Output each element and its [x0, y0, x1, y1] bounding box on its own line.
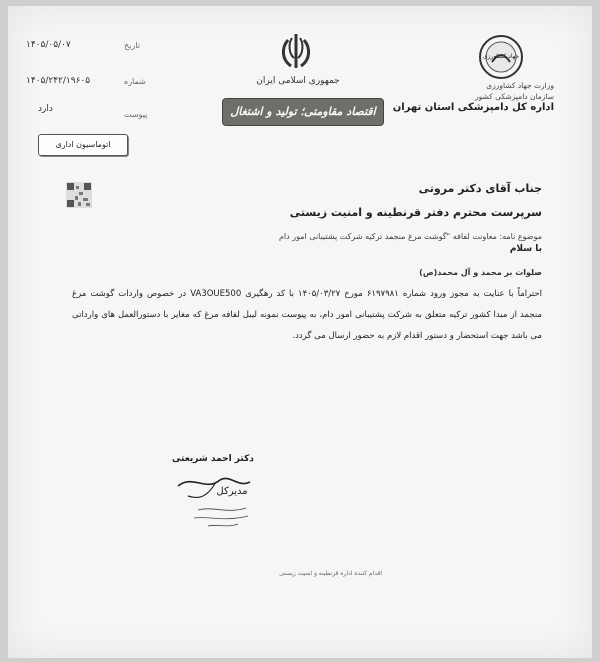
attachment-label: پیوست [124, 110, 148, 119]
number-label: شماره [124, 77, 146, 86]
organization-block [393, 80, 554, 113]
recipient-name: جناب آقای دکتر مروتی [418, 182, 542, 195]
recipient-title: سرپرست محترم دفتر قرنطینه و امنیت زیستی [289, 206, 542, 219]
office-name: اداره کل دامپزشکی استان تهران [392, 102, 554, 113]
organization-name: سازمان دامپزشکی کشور [474, 92, 554, 101]
date-value: ۱۴۰۵/۰۵/۰۷ [26, 40, 71, 50]
slogan-banner: اقتصاد مقاومتی؛ تولید و اشتغال [222, 98, 384, 126]
signer-title: مدیرکل [216, 486, 248, 497]
ministry-logo-icon [478, 34, 524, 80]
letter-subject: موضوع نامه: معاونت لفافه "گوشت مرغ منجمد ترکیه شرکت پشتیبانی امور دام [278, 232, 542, 241]
office-automation-stamp: اتوماسیون اداری [38, 134, 128, 156]
ministry-name: وزارت جهاد کشاورزی [486, 81, 554, 90]
cc-line: اقدام کننده اداره قرنطینه و امنیت زیستی [279, 570, 382, 577]
date-label: تاریخ [124, 41, 140, 50]
salawat-line: صلوات بر محمد و آل محمد(ص) [419, 268, 542, 277]
letter-page [8, 6, 592, 658]
handwritten-signature [158, 466, 268, 536]
attachment-value: دارد [38, 104, 53, 114]
letter-paragraph: احتراماً با عنایت به مجوز ورود شماره ۶۱۹۷۹۸۱ مورخ ۱۴۰۵/۰۳/۲۷ با کد رهگیری VA3OUE500 در خصوص واردات گوشت مرغ منجمد از مبدا کشور ترکیه متعلق به شرکت پشتیبانی امور دام، به پیوست نمونه لیبل لفافه مرغ که مغایر با دستورالعمل های وارداتی می باشد جهت استحضار و دستور اقدام لازم به حضور ارسال می گردد. [72, 289, 542, 341]
number-value: ۱۴۰۵/۲۴۲/۱۹۶۰۵ [26, 76, 91, 86]
greeting: با سلام [509, 244, 542, 254]
iran-emblem-icon [273, 28, 319, 74]
signer-name: دکتر احمد شریعتی [172, 454, 254, 464]
republic-title: جمهوری اسلامی ایران [256, 76, 340, 86]
logo-text: جهاد کشاورزی [482, 53, 520, 60]
